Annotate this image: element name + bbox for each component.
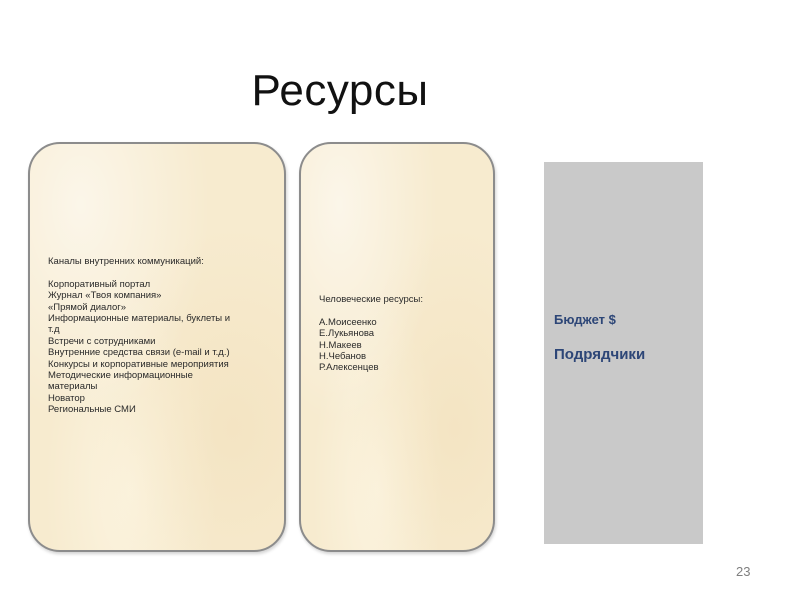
- channel-item: материалы: [48, 381, 98, 393]
- budget-contractors-box: [544, 162, 703, 544]
- person-name: Н.Макеев: [319, 339, 362, 351]
- channel-item: Внутренние средства связи (e-mail и т.д.): [48, 347, 230, 359]
- channel-item: Журнал «Твоя компания»: [48, 290, 162, 302]
- channel-item: Встречи с сотрудниками: [48, 335, 156, 347]
- spacer: [48, 267, 272, 278]
- slide-title: Ресурсы: [251, 66, 429, 115]
- contractors-label: Подрядчики: [554, 346, 646, 363]
- spacer: [554, 328, 645, 346]
- spacer: [319, 305, 481, 316]
- channel-item: Региональные СМИ: [48, 404, 136, 416]
- channel-item: Корпоративный портал: [48, 278, 151, 290]
- channel-item: Конкурсы и корпоративные мероприятия: [48, 358, 229, 370]
- person-name: Н.Чебанов: [319, 351, 367, 363]
- channel-item: Новатор: [48, 392, 85, 404]
- person-name: А.Моисеенко: [319, 316, 377, 328]
- human-resources-card: [299, 142, 495, 552]
- budget-label: Бюджет $: [554, 312, 616, 327]
- budget-text: [554, 312, 645, 364]
- human-resources-heading: Человеческие ресурсы:: [319, 294, 423, 305]
- human-resources-text: [319, 294, 481, 374]
- channels-heading: Каналы внутренних коммуникаций:: [48, 256, 204, 267]
- channel-item: Методические информационные: [48, 370, 193, 382]
- person-name: Р.Алексенцев: [319, 362, 379, 374]
- channel-item: т.д: [48, 324, 60, 336]
- channel-item: «Прямой диалог»: [48, 301, 127, 313]
- communication-channels-card: [28, 142, 286, 552]
- channel-item: Информационные материалы, буклеты и: [48, 313, 231, 325]
- communication-channels-text: [48, 256, 272, 416]
- page-number: 23: [736, 564, 751, 579]
- person-name: Е.Лукьянова: [319, 328, 375, 340]
